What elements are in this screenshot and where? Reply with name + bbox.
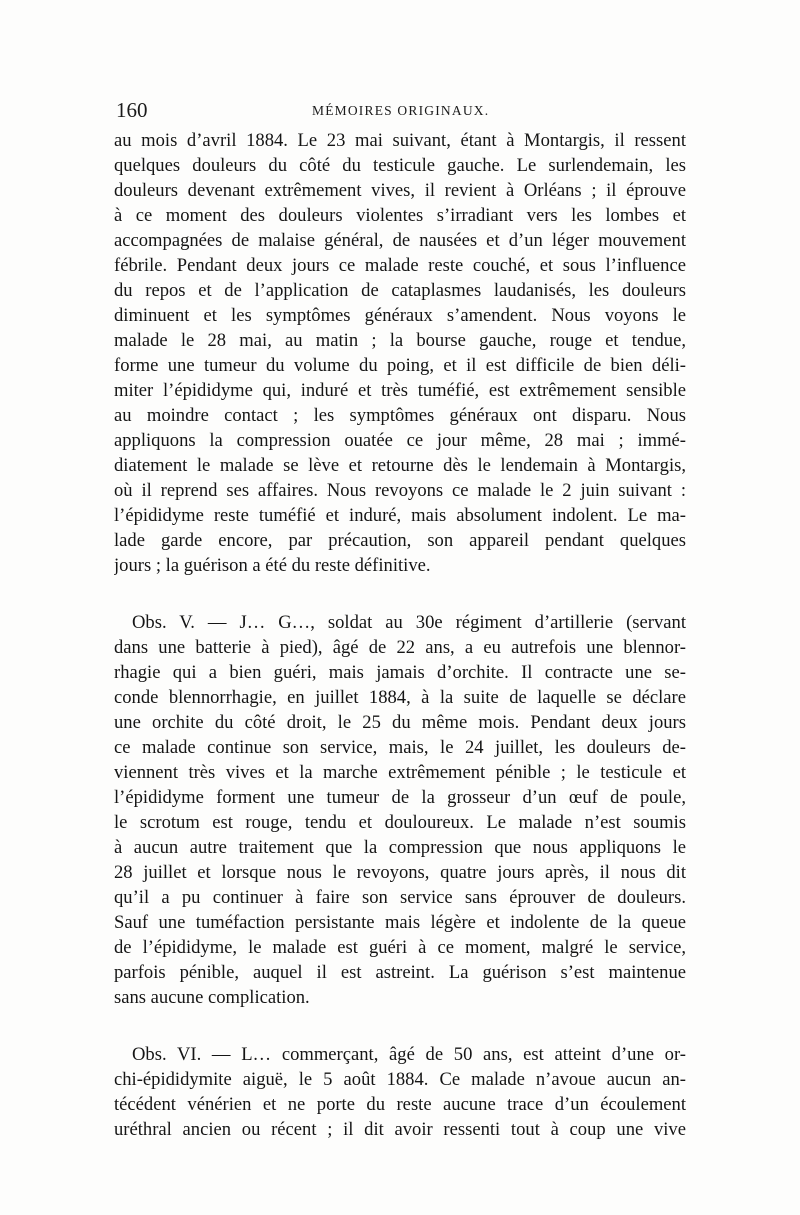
text-line: au mois d’avril 1884. Le 23 mai suivant, étant à Montargis, il ressent — [114, 130, 686, 151]
text-line: Obs. V. — J… G…, soldat au 30e régiment d’artillerie (servant — [132, 612, 686, 633]
text-line: técédent vénérien et ne porte du reste aucune trace d’un écoulement — [114, 1094, 686, 1115]
text-line: appliquons la compression ouatée ce jour même, 28 mai ; immé- — [114, 430, 686, 451]
text-line: à aucun autre traitement que la compression que nous appliquons le — [114, 837, 686, 858]
text-line: lade garde encore, par précaution, son appareil pendant quelques — [114, 530, 686, 551]
text-line: du repos et de l’application de cataplasmes laudanisés, les douleurs — [114, 280, 686, 301]
text-line: malade le 28 mai, au matin ; la bourse gauche, rouge et tendue, — [114, 330, 686, 351]
text-line: diminuent et les symptômes généraux s’amendent. Nous voyons le — [114, 305, 686, 326]
text-line: parfois pénible, auquel il est astreint. La guérison s’est maintenue — [114, 962, 686, 983]
text-line: l’épididyme forment une tumeur de la grosseur d’un œuf de poule, — [114, 787, 686, 808]
text-line: au moindre contact ; les symptômes généraux ont disparu. Nous — [114, 405, 686, 426]
text-line: dans une batterie à pied), âgé de 22 ans, a eu autrefois une blennor- — [114, 637, 686, 658]
text-line: accompagnées de malaise général, de nausées et d’un léger mouvement — [114, 230, 686, 251]
paragraph-gap — [114, 1010, 686, 1042]
text-line: 28 juillet et lorsque nous le revoyons, quatre jours après, il nous dit — [114, 862, 686, 883]
text-line: viennent très vives et la marche extrêmement pénible ; le testicule et — [114, 762, 686, 783]
text-line: Sauf une tuméfaction persistante mais légère et indolente de la queue — [114, 912, 686, 933]
text-line: uréthral ancien ou récent ; il dit avoir ressenti tout à coup une vive — [114, 1119, 686, 1140]
page-number: 160 — [116, 98, 148, 122]
text-line: une orchite du côté droit, le 25 du même mois. Pendant deux jours — [114, 712, 686, 733]
text-line: le scrotum est rouge, tendu et douloureux. Le malade n’est soumis — [114, 812, 686, 833]
text-line: conde blennorrhagie, en juillet 1884, à la suite de laquelle se déclare — [114, 687, 686, 708]
text-line: miter l’épididyme qui, induré et très tuméfié, est extrêmement sensible — [114, 380, 686, 401]
text-line: sans aucune complication. — [114, 987, 310, 1008]
text-line: quelques douleurs du côté du testicule gauche. Le surlendemain, les — [114, 155, 686, 176]
paragraph-obs-vi — [114, 1042, 686, 1142]
text-line: forme une tumeur du volume du poing, et il est difficile de bien déli- — [114, 355, 686, 376]
page-header — [116, 98, 686, 128]
body-text — [114, 128, 686, 1142]
text-line: chi-épididymite aiguë, le 5 août 1884. Ce malade n’avoue aucun an- — [114, 1069, 686, 1090]
text-line: fébrile. Pendant deux jours ce malade reste couché, et sous l’influence — [114, 255, 686, 276]
paragraph-obs-v — [114, 610, 686, 1010]
text-line: où il reprend ses affaires. Nous revoyons ce malade le 2 juin suivant : — [114, 480, 686, 501]
text-line: rhagie qui a bien guéri, mais jamais d’orchite. Il contracte une se- — [114, 662, 686, 683]
running-head: MÉMOIRES ORIGINAUX. — [312, 103, 490, 118]
text-line: qu’il a pu continuer à faire son service sans éprouver de douleurs. — [114, 887, 686, 908]
text-line: Obs. VI. — L… commerçant, âgé de 50 ans, est atteint d’une or- — [132, 1044, 686, 1065]
text-line: l’épididyme reste tuméfié et induré, mais absolument indolent. Le ma- — [114, 505, 686, 526]
text-line: jours ; la guérison a été du reste définitive. — [114, 555, 431, 576]
text-line: douleurs devenant extrêmement vives, il revient à Orléans ; il éprouve — [114, 180, 686, 201]
paragraph-continuation — [114, 128, 686, 578]
text-line: à ce moment des douleurs violentes s’irradiant vers les lombes et — [114, 205, 686, 226]
text-line: ce malade continue son service, mais, le 24 juillet, les douleurs de- — [114, 737, 686, 758]
paragraph-gap — [114, 578, 686, 610]
text-line: de l’épididyme, le malade est guéri à ce moment, malgré le service, — [114, 937, 686, 958]
text-line: diatement le malade se lève et retourne dès le lendemain à Montargis, — [114, 455, 686, 476]
